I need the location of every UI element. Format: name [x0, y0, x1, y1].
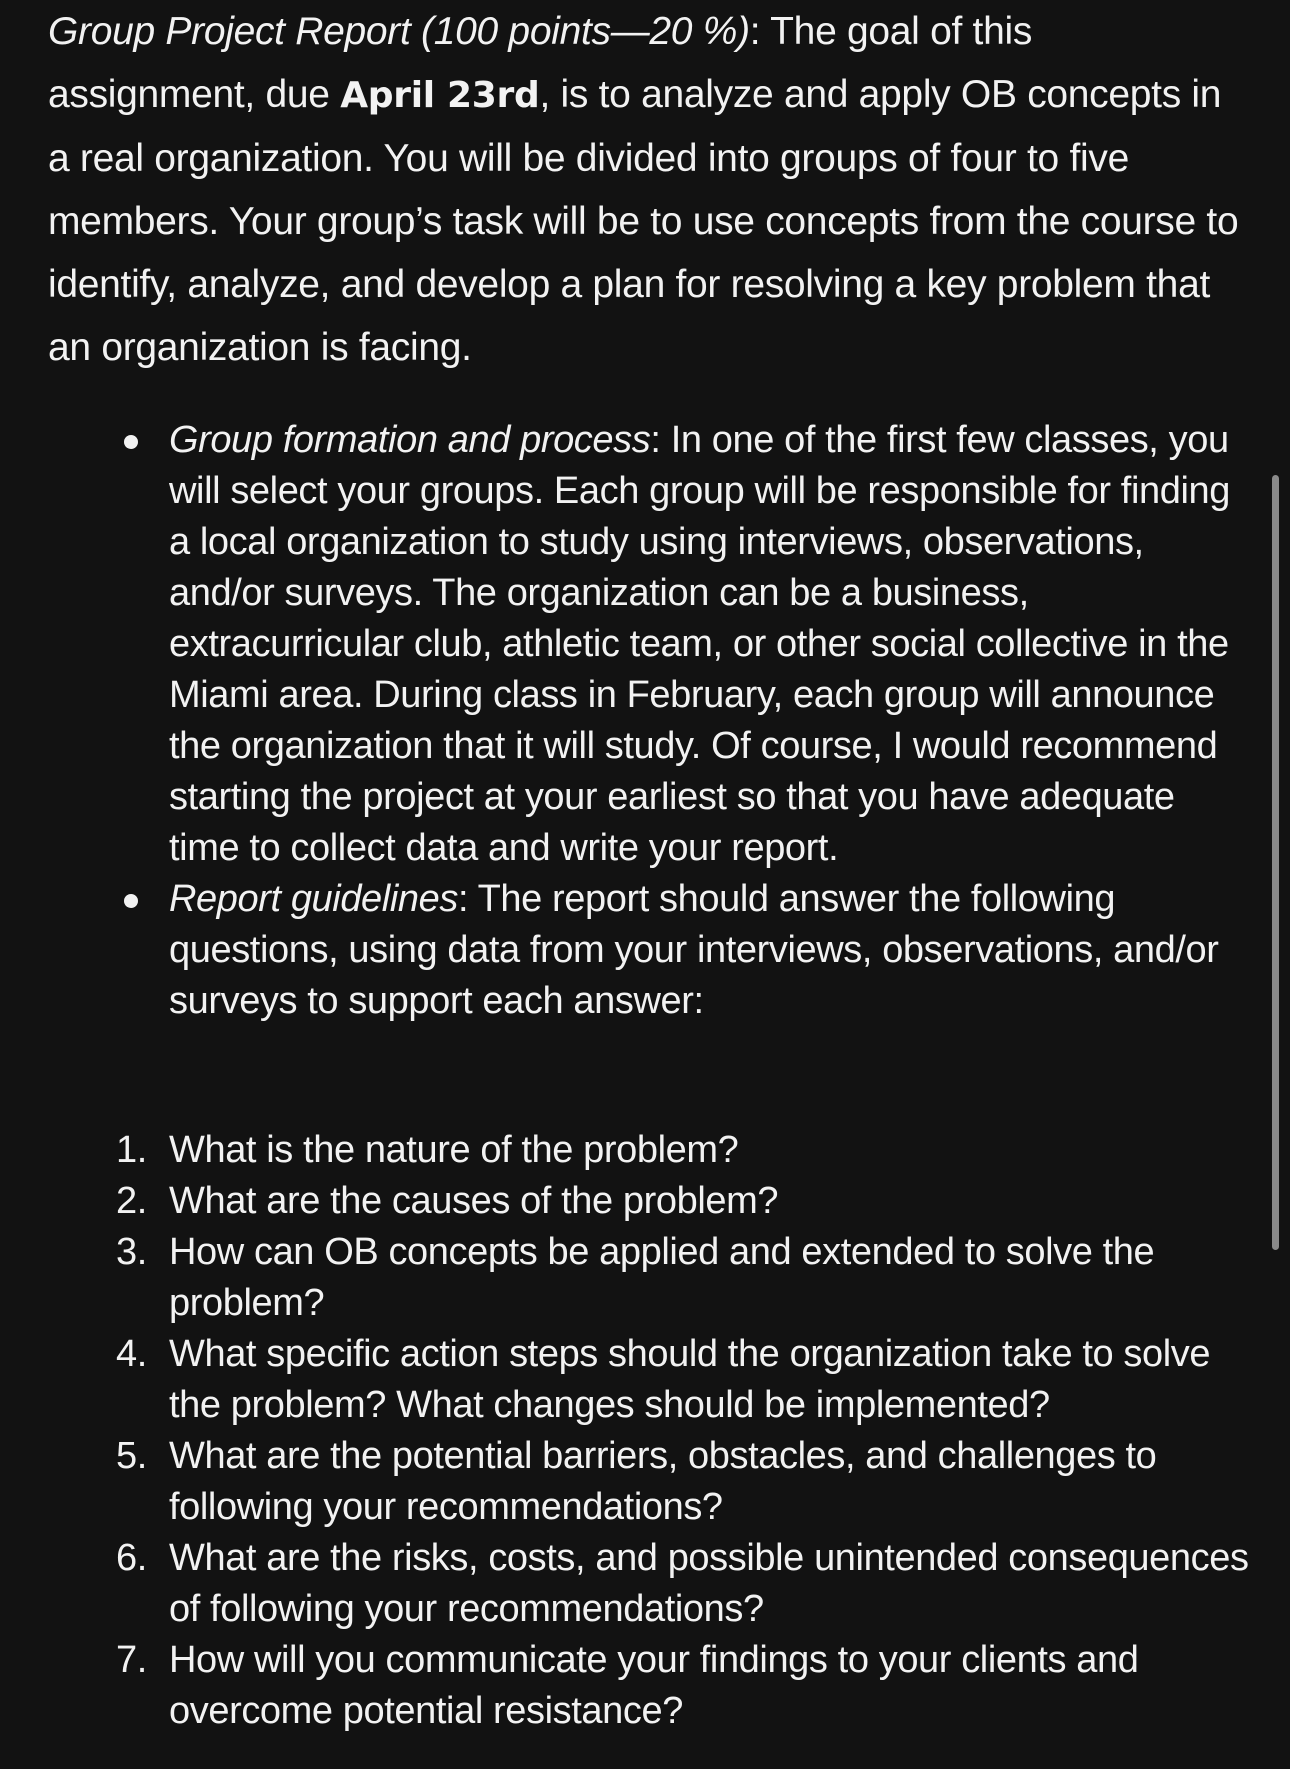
title-colon: : [749, 10, 761, 53]
question-item [0, 1329, 1290, 1431]
bullet-lead: Group formation and process [169, 419, 651, 461]
question-number: 5. [116, 1435, 147, 1477]
question-item [0, 1533, 1290, 1635]
question-item [0, 1431, 1290, 1533]
question-list [0, 1125, 1290, 1737]
bullet-item-group-formation [0, 415, 1290, 874]
bullet-lead: Report guidelines [169, 878, 458, 920]
question-item [0, 1227, 1290, 1329]
question-text: What are the causes of the problem? [169, 1180, 779, 1222]
question-text: How will you communicate your findings to your clients and overcome potential resistance? [169, 1639, 1139, 1732]
bullet-colon: : [650, 419, 661, 461]
intro-text-b: , is to analyze and apply OB concepts in a real organization. You will be divided into groups of four to five members. Your group’s task will be to use concepts from the course to identify, analyze, and develop a plan for resolving a key problem that an organization is facing. [48, 73, 1239, 369]
question-text: What specific action steps should the organization take to solve the problem? What changes should be implemented? [169, 1333, 1211, 1426]
bullet-list [0, 415, 1290, 1027]
question-item [0, 1125, 1290, 1176]
question-text: What are the potential barriers, obstacles, and challenges to following your recommendations? [169, 1435, 1157, 1528]
question-item [0, 1635, 1290, 1737]
question-text: How can OB concepts be applied and extended to solve the problem? [169, 1231, 1155, 1324]
question-text: What is the nature of the problem? [169, 1129, 739, 1171]
bullet-dot-icon [124, 894, 138, 908]
question-number: 6. [116, 1537, 147, 1579]
bullet-colon: : [457, 878, 469, 920]
question-text: What are the risks, costs, and possible unintended consequences of following your recommendations? [169, 1537, 1249, 1630]
vertical-scrollbar[interactable] [1272, 475, 1279, 1250]
question-number: 3. [116, 1231, 147, 1273]
question-number: 1. [116, 1129, 147, 1171]
bullet-dot-icon [124, 435, 138, 449]
due-date: April 23rd [340, 75, 540, 116]
intro-paragraph [48, 0, 1248, 379]
question-number: 7. [116, 1639, 147, 1681]
intro-text-a: The goal of this assignment, due [48, 10, 1033, 116]
question-item [0, 1176, 1290, 1227]
question-number: 2. [116, 1180, 147, 1222]
report-title: Group Project Report (100 points—20 %) [48, 10, 750, 53]
bullet-text: In one of the first few classes, you will select your groups. Each group will be responsible for finding a local organization to study using interviews, observations, and/or surveys. The organization can be a business, extracurricular club, athletic team, or other social collective in the Miami area. During class in February, each group will announce the organization that it will study. Of course, I would recommend starting the project at your earliest so that you have adequate time to collect data and write your report. [169, 419, 1230, 869]
bullet-text: The report should answer the following questions, using data from your interviews, observations, and/or surveys to support each answer: [169, 878, 1219, 1022]
question-number: 4. [116, 1333, 147, 1375]
bullet-item-report-guidelines [0, 874, 1290, 1027]
